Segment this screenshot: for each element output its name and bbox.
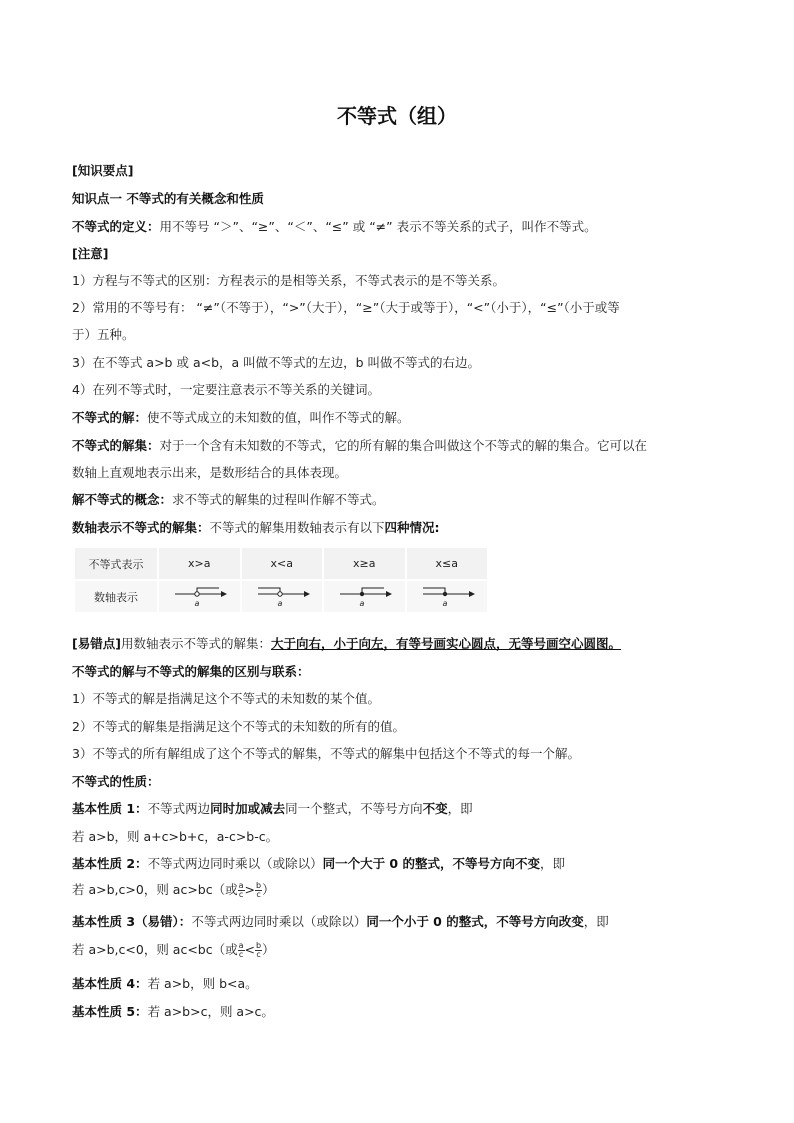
table-cell: x<a <box>241 547 324 580</box>
property-3-bold: 同一个小于 0 的整式，不等号方向改变 <box>366 914 584 929</box>
property-3 <box>72 914 609 930</box>
axis-colon: : <box>434 520 440 535</box>
note-item-2: 2）常用的不等号有： “≠”（不等于），“>”（大于），“≥”（大于或等于），“<”（小于），“≤”（小于或等 <box>72 300 620 315</box>
table-row-label: 数轴表示 <box>74 580 158 613</box>
solution-paragraph <box>72 410 410 426</box>
property-2-formula-text: 若 a>b,c>0，则 ac>bc（或 <box>72 882 238 897</box>
number-line-closed-right <box>334 582 394 608</box>
fraction <box>238 882 245 899</box>
note-item-1: 1）方程与不等式的区别：方程表示的是相等关系，不等式表示的是不等关系。 <box>72 273 505 288</box>
number-line-cell <box>406 580 489 613</box>
property-1-heading: 基本性质 1： <box>72 801 148 816</box>
property-5-body: 若 a>b>c，则 a>c。 <box>147 1004 274 1019</box>
fraction-denominator: c <box>238 890 244 899</box>
note-item-2-cont: 于）五种。 <box>72 327 135 342</box>
property-1-bold: 不变 <box>422 801 448 816</box>
note-item-3: 3）在不等式 a>b 或 a<b，a 叫做不等式的左边，b 叫做不等式的右边。 <box>72 355 481 370</box>
number-line-cell <box>158 580 241 613</box>
section-heading-point-one: 知识点一 不等式的有关概念和性质 <box>72 191 264 206</box>
property-2-text: 不等式两边同时乘以（或除以） <box>147 856 323 871</box>
solve-heading: 解不等式的概念： <box>72 492 173 507</box>
solve-body: 求不等式的解集的过程叫作解不等式。 <box>172 492 385 507</box>
number-line-label: a <box>442 599 448 608</box>
section-label-knowledge: [知识要点] <box>72 163 134 178</box>
number-line-label: a <box>359 599 365 608</box>
definition-body: 用不等号 “＞”、“≥”、“＜”、“≤” 或 “≠” 表示不等关系的式子，叫作不等式。 <box>159 219 597 234</box>
property-3-text: 不等式两边同时乘以（或除以） <box>191 914 367 929</box>
solution-set-body: 对于一个含有未知数的不等式，它的所有解的集合叫做这个不等式的解的集合。它可以在 <box>159 438 648 453</box>
properties-heading: 不等式的性质： <box>72 774 160 789</box>
property-5-heading: 基本性质 5： <box>72 1004 148 1019</box>
difference-heading: 不等式的解与不等式的解集的区别与联系： <box>72 664 310 679</box>
definition-heading: 不等式的定义： <box>72 219 160 234</box>
error-prone-body: 用数轴表示不等式的解集： <box>120 636 271 651</box>
property-2 <box>72 856 565 872</box>
number-line-label: a <box>277 599 283 608</box>
property-1-formula: 若 a>b，则 a+c>b+c，a-c>b-c。 <box>72 829 279 844</box>
difference-item-3: 3）不等式的所有解组成了这个不等式的解集，不等式的解集中包括这个不等式的每一个解。 <box>72 746 580 761</box>
definition-paragraph <box>72 219 597 235</box>
property-1 <box>72 801 473 817</box>
fraction-numerator: b <box>256 881 262 890</box>
property-1-bold: 同时加或减去 <box>210 801 286 816</box>
note-item-4: 4）在列不等式时，一定要注意表示不等关系的关键词。 <box>72 382 380 397</box>
close-paren: ） <box>262 882 275 897</box>
note-label: [注意] <box>72 246 109 261</box>
axis-bold: 四种情况 <box>384 520 435 535</box>
error-prone-heading: [易错点] <box>72 636 121 651</box>
property-1-text: 不等式两边 <box>147 801 211 816</box>
table-cell: x>a <box>158 547 241 580</box>
property-2-formula <box>72 882 275 899</box>
property-5 <box>72 1004 274 1020</box>
solve-paragraph <box>72 492 385 508</box>
property-3-formula-text: 若 a>b,c<0，则 ac<bc（或 <box>72 942 238 957</box>
number-line-cell <box>241 580 324 613</box>
solution-heading: 不等式的解： <box>72 410 148 425</box>
axis-body: 不等式的解集用数轴表示有以下 <box>209 520 385 535</box>
solution-set-paragraph <box>72 438 647 454</box>
number-line-closed-left <box>417 582 477 608</box>
relation-sign: < <box>244 942 255 957</box>
property-2-heading: 基本性质 2： <box>72 856 148 871</box>
number-line-open-left <box>252 582 312 608</box>
relation-sign: > <box>244 882 255 897</box>
solution-set-body-cont: 数轴上直观地表示出来，是数形结合的具体表现。 <box>72 465 348 480</box>
number-line-table <box>73 546 489 614</box>
table-cell: x≥a <box>323 547 406 580</box>
property-1-text: ，即 <box>447 801 473 816</box>
solution-set-heading: 不等式的解集： <box>72 438 160 453</box>
property-3-heading: 基本性质 3（易错）： <box>72 914 192 929</box>
fraction <box>238 942 245 959</box>
fraction-numerator: b <box>256 941 262 950</box>
page-title: 不等式（组） <box>337 104 457 128</box>
property-3-text: ，即 <box>583 914 609 929</box>
error-prone-paragraph <box>72 636 621 652</box>
close-paren: ） <box>262 942 275 957</box>
axis-paragraph <box>72 520 440 536</box>
property-3-formula <box>72 942 275 959</box>
table-row <box>74 580 488 613</box>
difference-item-1: 1）不等式的解是指满足这个不等式的未知数的某个值。 <box>72 691 380 706</box>
property-2-bold: 同一个大于 0 的整式，不等号方向不变 <box>322 856 540 871</box>
property-2-text: ，即 <box>539 856 565 871</box>
fraction-numerator: a <box>238 881 244 890</box>
fraction-denominator: c <box>256 890 261 899</box>
fraction-denominator: c <box>256 950 261 959</box>
axis-heading: 数轴表示不等式的解集： <box>72 520 210 535</box>
property-1-text: 同一个整式，不等号方向 <box>285 801 423 816</box>
property-4 <box>72 976 258 992</box>
property-4-body: 若 a>b，则 b<a。 <box>147 976 258 991</box>
table-row <box>74 547 488 580</box>
table-cell: x≤a <box>406 547 489 580</box>
difference-item-2: 2）不等式的解集是指满足这个不等式的未知数的所有的值。 <box>72 719 405 734</box>
number-line-open-right <box>169 582 229 608</box>
fraction-numerator: a <box>238 941 244 950</box>
solution-body: 使不等式成立的未知数的值，叫作不等式的解。 <box>147 410 410 425</box>
number-line-cell <box>323 580 406 613</box>
table-row-label: 不等式表示 <box>74 547 158 580</box>
number-line-label: a <box>194 599 200 608</box>
fraction-denominator: c <box>238 950 244 959</box>
property-4-heading: 基本性质 4： <box>72 976 148 991</box>
error-prone-bold: 大于向右，小于向左，有等号画实心圆点，无等号画空心圆图。 <box>270 636 621 651</box>
